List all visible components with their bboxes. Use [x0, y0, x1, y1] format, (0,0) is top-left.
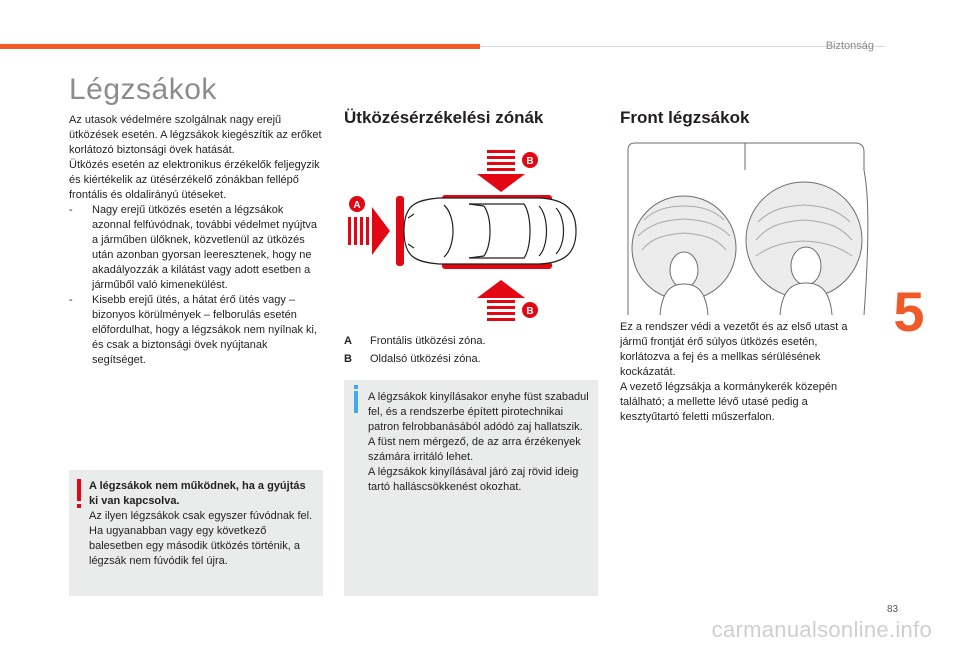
- bullet-item: - Nagy erejű ütközés esetén a légzsákok azonnal felfúvódnak, további védelmet nyújtva a járműben ülőknek, közvetlenül az ütközés után azonban gyorsan leeresztenek, hogy ne akadályozzák a kilátást vagy adott esetben a járműből való kimenekülést.: [69, 204, 318, 291]
- intro-paragraph: Az utasok védelmére szolgálnak nagy erejű ütközések esetén. A légzsákok kiegészítik az erőket korlátozó biztonsági övek hatását. Ütközés esetén az elektronikus érzékelők feljegyzik és kiértékelik az ütésérzékelő zónákban fellépő frontális és oldalirányú ütéseket.: [69, 114, 322, 201]
- front-airbags-illustration: [620, 140, 870, 315]
- front-airbags-title: Front légzsákok: [620, 108, 750, 127]
- svg-text:A: A: [353, 200, 361, 211]
- crash-zones-column: [344, 108, 599, 128]
- warning-heading: A légzsákok nem működnek, ha a gyújtás ki van kapcsolva.: [89, 480, 306, 507]
- passenger-airbag: [746, 182, 862, 315]
- car-top-view: [404, 198, 576, 264]
- impact-bullet-list: [69, 203, 324, 368]
- front-airbags-column: [620, 108, 875, 128]
- section-title: Biztonság: [825, 40, 874, 52]
- driver-airbag: [632, 196, 736, 315]
- crash-zones-title: Ütközésérzékelési zónák: [344, 108, 544, 127]
- info-text: A légzsákok kinyílásakor enyhe füst szabadul fel, és a rendszerbe épített pirotechnikai patron felrobbanásából adódó zaj hallatszik. A füst nem mérgező, de az arra érzékenyek számára irritáló lehet. A légzsákok kinyílásával járó zaj rövid ideig tartó halláscsökkenést okozhat.: [368, 391, 589, 493]
- legend-item: A Frontális ütközési zóna.: [344, 335, 486, 347]
- warning-icon: [77, 479, 81, 501]
- header-rule: [480, 46, 885, 47]
- header-accent-bar: [0, 44, 480, 49]
- crash-zone-diagram: [344, 140, 599, 330]
- svg-text:B: B: [526, 156, 534, 167]
- side-zone-arrow-bottom: [477, 280, 525, 321]
- front-zone-arrow: [348, 207, 390, 255]
- page-number: 83: [887, 604, 899, 615]
- bullet-item: - Kisebb erejű ütés, a hátat érő ütés vagy – bizonyos körülmények – felborulás esetén előfordulhat, hogy a légzsákok nem nyílnak ki, és csak a biztonsági övek nyújtanak segítséget.: [69, 294, 318, 366]
- svg-text:B: B: [526, 306, 534, 317]
- legend-item: B Oldalsó ütközési zóna.: [344, 353, 481, 365]
- airbags-intro-column: [69, 73, 324, 368]
- front-airbags-paragraph: Ez a rendszer védi a vezetőt és az első utast a jármű frontját érő súlyos ütközés esetén, korlátozva a fej és a mellkas sérülésének kockázatát. A vezető légzsákja a kormánykerék közepén található; a mellette lévő utasé pedig a kesztyűtartó feletti műszerfalon.: [620, 321, 848, 423]
- watermark: carmanualsonline.info: [711, 617, 932, 642]
- side-zone-arrow-top: [477, 150, 525, 192]
- warning-text: Az ilyen légzsákok csak egyszer fúvódnak fel. Ha ugyanabban vagy egy következő balesetben egy második ütközés történik, a légzsák nem fúvódik fel újra.: [89, 510, 313, 567]
- info-icon: [354, 391, 358, 413]
- page-title: Légzsákok: [69, 73, 217, 106]
- front-airbags-text: [620, 320, 870, 425]
- zone-b-bottom-badge: [522, 302, 538, 318]
- warning-box: [69, 470, 323, 596]
- front-zone-strip: [396, 196, 404, 266]
- chapter-number: 5: [893, 280, 925, 343]
- zone-a-badge: [349, 196, 365, 212]
- zone-b-top-badge: [522, 152, 538, 168]
- zone-legend: [344, 332, 486, 368]
- info-box: [344, 380, 598, 596]
